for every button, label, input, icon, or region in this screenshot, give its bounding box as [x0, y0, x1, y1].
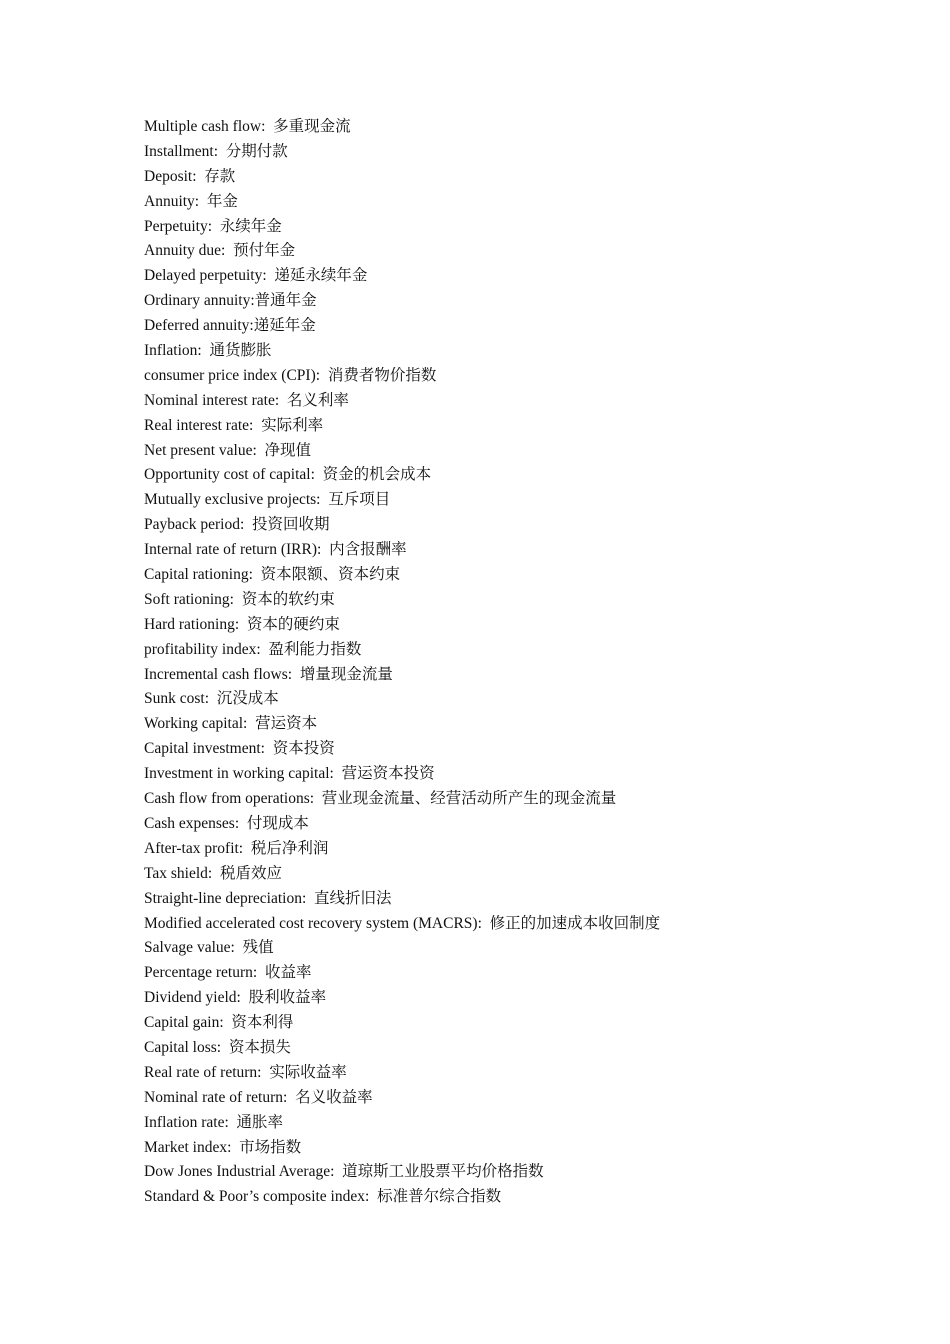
glossary-entry — [144, 986, 660, 1011]
entry-term: Internal rate of return (IRR): — [144, 541, 322, 559]
entry-term: Salvage value: — [144, 939, 235, 957]
entry-term: Inflation rate: — [144, 1113, 229, 1131]
entry-translation: 资金的机会成本 — [322, 466, 432, 484]
entry-term: profitability index: — [144, 640, 261, 658]
glossary-entry — [144, 663, 660, 688]
entry-translation: 递延永续年金 — [274, 267, 368, 285]
entry-translation: 净现值 — [264, 441, 312, 459]
entry-term: Nominal interest rate: — [144, 391, 280, 409]
entry-translation: 税后净利润 — [250, 839, 329, 857]
entry-translation: 实际利率 — [261, 416, 324, 434]
entry-translation: 股利收益率 — [248, 989, 327, 1007]
entry-term: Real rate of return: — [144, 1063, 262, 1081]
entry-term: Tax shield: — [144, 864, 213, 882]
glossary-entry — [144, 1061, 660, 1086]
entry-term: Market index: — [144, 1138, 232, 1156]
entry-translation: 沉没成本 — [216, 690, 279, 708]
entry-translation: 资本的硬约束 — [246, 615, 340, 633]
glossary-entry — [144, 687, 660, 712]
entry-term: Sunk cost: — [144, 690, 210, 708]
entry-translation: 直线折旧法 — [314, 889, 392, 907]
entry-term: Standard & Poor’s composite index: — [144, 1188, 370, 1206]
entry-term: Soft rationing: — [144, 590, 234, 608]
glossary-entry — [144, 190, 660, 215]
entry-term: Payback period: — [144, 516, 245, 534]
glossary-entry — [144, 563, 660, 588]
entry-term: Cash flow from operations: — [144, 790, 315, 808]
entry-translation: 通胀率 — [236, 1113, 284, 1131]
entry-translation: 收益率 — [264, 964, 312, 982]
entry-translation: 名义利率 — [286, 391, 349, 409]
entry-translation: 付现成本 — [246, 814, 309, 832]
entry-term: Cash expenses: — [144, 814, 240, 832]
entry-term: Straight-line depreciation: — [144, 889, 307, 907]
entry-translation: 递延年金 — [253, 317, 316, 335]
entry-term: Capital gain: — [144, 1014, 224, 1032]
entry-translation: 税盾效应 — [219, 864, 282, 882]
glossary-entry — [144, 737, 660, 762]
entry-term: Net present value: — [144, 441, 257, 459]
entry-term: Inflation: — [144, 342, 202, 360]
glossary-list — [144, 115, 660, 1210]
glossary-entry — [144, 862, 660, 887]
glossary-entry — [144, 837, 660, 862]
glossary-entry — [144, 264, 660, 289]
entry-term: Working capital: — [144, 715, 248, 733]
glossary-entry — [144, 912, 660, 937]
entry-term: Perpetuity: — [144, 217, 213, 235]
entry-translation: 普通年金 — [254, 292, 317, 310]
glossary-entry — [144, 463, 660, 488]
glossary-entry — [144, 1086, 660, 1111]
entry-translation: 预付年金 — [233, 242, 296, 260]
entry-term: Percentage return: — [144, 964, 258, 982]
entry-term: Mutually exclusive projects: — [144, 491, 321, 509]
entry-term: Ordinary annuity: — [144, 292, 255, 310]
entry-term: Deferred annuity: — [144, 317, 254, 335]
glossary-entry — [144, 1111, 660, 1136]
entry-translation: 通货膨胀 — [209, 342, 272, 360]
glossary-entry — [144, 339, 660, 364]
entry-translation: 市场指数 — [239, 1138, 302, 1156]
glossary-entry — [144, 364, 660, 389]
entry-translation: 修正的加速成本收回制度 — [489, 914, 661, 932]
entry-translation: 道琼斯工业股票平均价格指数 — [342, 1163, 544, 1181]
glossary-entry — [144, 389, 660, 414]
glossary-entry — [144, 314, 660, 339]
entry-translation: 投资回收期 — [252, 516, 330, 534]
entry-translation: 营运资本 — [255, 715, 318, 733]
glossary-entry — [144, 414, 660, 439]
entry-translation: 营业现金流量、经营活动所产生的现金流量 — [321, 790, 617, 808]
entry-translation: 消费者物价指数 — [327, 366, 437, 384]
glossary-entry — [144, 588, 660, 613]
entry-term: Investment in working capital: — [144, 765, 334, 783]
entry-term: Installment: — [144, 142, 219, 160]
entry-term: Capital investment: — [144, 740, 265, 758]
entry-term: After-tax profit: — [144, 839, 244, 857]
entry-term: Nominal rate of return: — [144, 1088, 288, 1106]
glossary-entry — [144, 1036, 660, 1061]
glossary-entry — [144, 1136, 660, 1161]
glossary-entry — [144, 712, 660, 737]
entry-translation: 永续年金 — [219, 217, 282, 235]
glossary-entry — [144, 887, 660, 912]
entry-translation: 实际收益率 — [269, 1063, 347, 1081]
glossary-entry — [144, 439, 660, 464]
glossary-entry — [144, 488, 660, 513]
entry-translation: 多重现金流 — [273, 118, 351, 135]
glossary-entry — [144, 215, 660, 240]
entry-term: Dow Jones Industrial Average: — [144, 1163, 335, 1181]
entry-term: Delayed perpetuity: — [144, 267, 267, 285]
entry-term: Annuity: — [144, 192, 200, 210]
glossary-entry — [144, 140, 660, 165]
entry-translation: 存款 — [204, 167, 236, 185]
glossary-entry — [144, 787, 660, 812]
entry-translation: 资本的软约束 — [241, 590, 335, 608]
entry-translation: 互斥项目 — [328, 491, 391, 509]
glossary-entry — [144, 812, 660, 837]
glossary-entry — [144, 538, 660, 563]
glossary-entry — [144, 115, 660, 140]
entry-translation: 残值 — [242, 939, 274, 957]
glossary-entry — [144, 961, 660, 986]
glossary-entry — [144, 613, 660, 638]
entry-translation: 年金 — [206, 192, 238, 210]
glossary-entry — [144, 239, 660, 264]
entry-translation: 名义收益率 — [295, 1088, 373, 1106]
entry-translation: 内含报酬率 — [329, 541, 407, 559]
glossary-entry — [144, 289, 660, 314]
entry-translation: 资本限额、资本约束 — [260, 566, 401, 584]
entry-term: Hard rationing: — [144, 615, 240, 633]
glossary-entry — [144, 1011, 660, 1036]
entry-term: Deposit: — [144, 167, 197, 185]
entry-term: Capital loss: — [144, 1038, 222, 1056]
entry-translation: 营运资本投资 — [341, 765, 435, 783]
entry-translation: 增量现金流量 — [299, 665, 393, 683]
entry-term: consumer price index (CPI): — [144, 366, 321, 384]
entry-translation: 资本投资 — [272, 740, 335, 758]
glossary-entry — [144, 936, 660, 961]
entry-translation: 标准普尔综合指数 — [377, 1188, 502, 1206]
entry-translation: 盈利能力指数 — [268, 640, 362, 658]
entry-term: Opportunity cost of capital: — [144, 466, 315, 484]
glossary-entry — [144, 513, 660, 538]
entry-translation: 资本损失 — [228, 1038, 291, 1056]
entry-term: Multiple cash flow: — [144, 118, 266, 135]
glossary-entry — [144, 165, 660, 190]
glossary-entry — [144, 1160, 660, 1185]
entry-translation: 资本利得 — [231, 1014, 294, 1032]
entry-term: Modified accelerated cost recovery system (MACRS): — [144, 914, 482, 932]
entry-term: Dividend yield: — [144, 989, 241, 1007]
entry-term: Capital rationing: — [144, 566, 253, 584]
glossary-entry — [144, 762, 660, 787]
entry-term: Incremental cash flows: — [144, 665, 293, 683]
glossary-entry — [144, 1185, 660, 1210]
glossary-entry — [144, 638, 660, 663]
entry-translation: 分期付款 — [225, 142, 288, 160]
entry-term: Real interest rate: — [144, 416, 254, 434]
entry-term: Annuity due: — [144, 242, 226, 260]
